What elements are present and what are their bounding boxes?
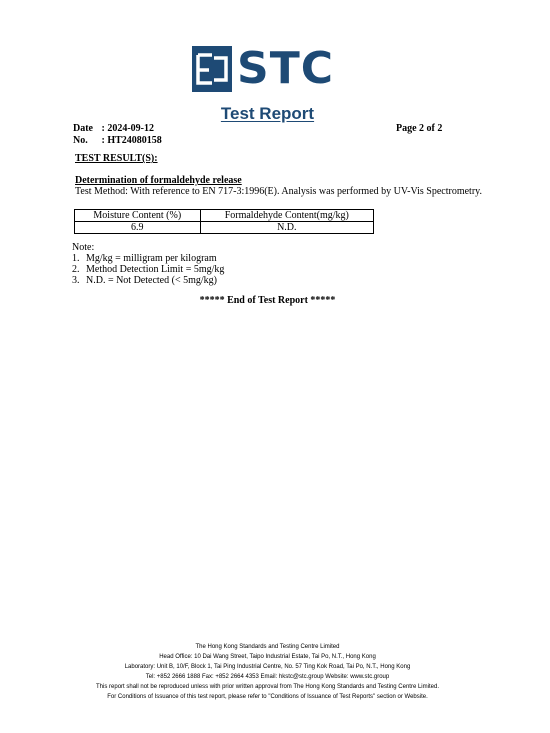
report-number-line bbox=[73, 135, 162, 147]
footer-head-office: Head Office: 10 Dai Wang Street, Taipo Industrial Estate, Tai Po, N.T., Hong Kong bbox=[159, 654, 376, 660]
footer-reproduction-notice: This report shall not be reproduced unless with prior written approval from The Hong Kong Standards and Testing Centre Limited. bbox=[96, 684, 439, 690]
note-number: 3. bbox=[72, 275, 80, 286]
stc-logo bbox=[192, 43, 350, 94]
note-text: N.D. = Not Detected (< 5mg/kg) bbox=[86, 275, 217, 286]
report-number-label: No. bbox=[73, 135, 88, 146]
table-cell-formaldehyde: N.D. bbox=[200, 222, 373, 234]
notes bbox=[72, 242, 224, 286]
test-name: Determination of formaldehyde release bbox=[75, 175, 242, 186]
stc-logo-mark-icon bbox=[192, 46, 232, 92]
notes-heading: Note: bbox=[72, 242, 95, 253]
footer-laboratory: Laboratory: Unit B, 10/F, Block 1, Tai Ping Industrial Centre, No. 57 Ting Kok Road, Tai Po, N.T., Hong Kong bbox=[124, 664, 411, 670]
report-number-value: : HT24080158 bbox=[101, 135, 162, 146]
end-of-report: ***** End of Test Report ***** bbox=[199, 295, 336, 306]
date-value: : 2024-09-12 bbox=[101, 123, 154, 134]
column-header: Formaldehyde Content(mg/kg) bbox=[200, 210, 373, 222]
note-item bbox=[72, 275, 224, 286]
results-table bbox=[74, 209, 374, 234]
footer-contact: Tel: +852 2666 1888 Fax: +852 2664 4353 Email: hkstc@stc.group Website: www.stc.group bbox=[145, 674, 390, 680]
section-heading: TEST RESULT(S): bbox=[75, 153, 158, 164]
table-header-row bbox=[75, 210, 374, 222]
column-header: Moisture Content (%) bbox=[75, 210, 201, 222]
note-item bbox=[72, 264, 224, 275]
note-number: 1. bbox=[72, 253, 80, 264]
footer-company: The Hong Kong Standards and Testing Centre Limited bbox=[195, 644, 340, 650]
note-text: Mg/kg = milligram per kilogram bbox=[86, 253, 217, 264]
note-item bbox=[72, 253, 224, 264]
date-label: Date bbox=[73, 123, 93, 134]
date-line bbox=[73, 123, 154, 135]
table-cell-moisture: 6.9 bbox=[75, 222, 201, 234]
page-number: Page 2 of 2 bbox=[396, 123, 443, 134]
footer bbox=[0, 642, 535, 702]
table-row bbox=[75, 222, 374, 234]
report-title: Test Report bbox=[220, 104, 315, 123]
note-text: Method Detection Limit = 5mg/kg bbox=[86, 264, 225, 275]
brand-name: STC bbox=[237, 43, 334, 94]
footer-conditions-notice: For Conditions of Issuance of this test report, please refer to "Conditions of Issuance of Test Reports" section or Website. bbox=[107, 694, 428, 700]
test-method: Test Method: With reference to EN 717-3:1996(E). Analysis was performed by UV-Vis Spectrometry. bbox=[75, 186, 483, 197]
note-number: 2. bbox=[72, 264, 80, 275]
